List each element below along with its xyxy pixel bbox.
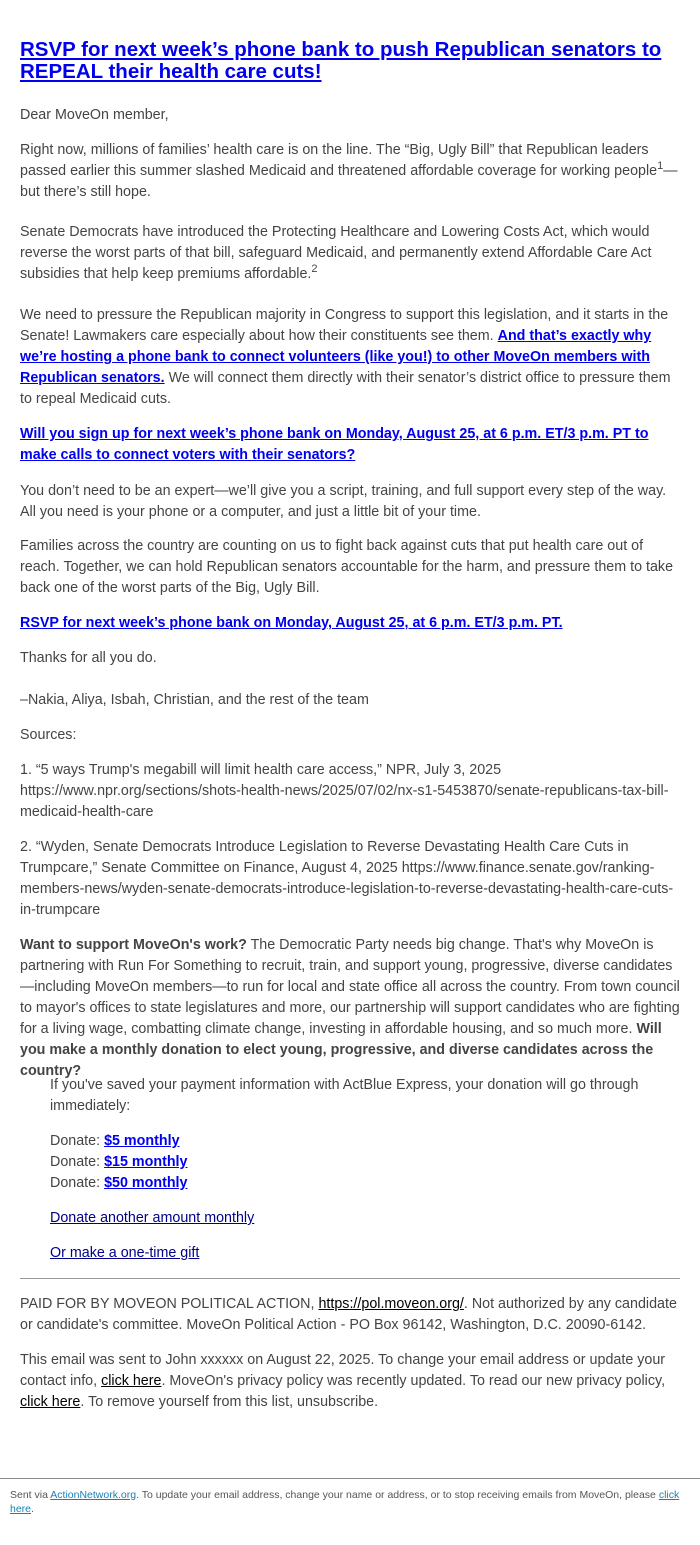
support-lead: Want to support MoveOn's work? — [20, 937, 247, 953]
sent-to-text-middle: . MoveOn's privacy policy was recently updated. To read our new privacy policy, — [161, 1373, 666, 1389]
footer-text-after: . — [31, 1502, 34, 1515]
sent-to-text-after: . To remove yourself from this list, unsubscribe. — [80, 1394, 379, 1410]
paragraph-text: We need to pressure the Republican majority in Congress to support this legislation, and it starts in the Senate! Lawmakers care especially about how their constituents see them. — [20, 307, 669, 344]
greeting: Dear MoveOn member, — [20, 107, 169, 123]
cta-rsvp-paragraph — [20, 613, 680, 634]
paragraph-health-care — [20, 140, 680, 203]
actblue-note: If you've saved your payment information with ActBlue Express, your donation will go through immediately: — [50, 1077, 639, 1114]
sources-label: Sources: — [20, 727, 77, 743]
signup-phone-bank-link[interactable]: Will you sign up for next week’s phone bank on Monday, August 25, at 6 p.m. ET/3 p.m. PT to make calls to connect voters with their senators? — [20, 426, 649, 463]
support-body: The Democratic Party needs big change. That's why MoveOn is partnering with Run For Something to recruit, train, and support young, progressive, diverse candidates—including MoveOn members—to run for local and state office all across the country. From town council to mayor's offices to state legislatures and more, our partnership will support candidates who are fighting for a living wage, combatting climate change, investing in affordable housing, and so much more. — [20, 937, 680, 1037]
donate-15-monthly-link[interactable]: $15 monthly — [104, 1154, 188, 1170]
paragraph-text: Senate Democrats have introduced the Protecting Healthcare and Lowering Costs Act, which would reverse the worst parts of that bill, safeguard Medicaid, and permanently extend Affordable Care Act subsidies that help keep premiums affordable. — [20, 224, 652, 282]
one-time-gift-paragraph — [50, 1243, 680, 1264]
paragraph-text-after: —but there’s still hope. — [20, 163, 678, 200]
actionnetwork-footer — [10, 1489, 690, 1516]
donate-option-5 — [50, 1131, 680, 1152]
donate-label: Donate: — [50, 1175, 101, 1191]
donate-other-paragraph — [50, 1208, 680, 1229]
headline-link[interactable]: RSVP for next week’s phone bank to push Republican senators to REPEAL their health care cuts! — [20, 38, 662, 83]
footer-click-here-link[interactable]: click here — [10, 1489, 680, 1515]
divider — [20, 1278, 680, 1279]
donate-option-50 — [50, 1173, 680, 1194]
privacy-policy-link[interactable]: click here — [20, 1394, 81, 1410]
paragraph-senate-democrats — [20, 222, 680, 285]
actionnetwork-link[interactable]: ActionNetwork.org — [50, 1489, 137, 1501]
signoff-text: –Nakia, Aliya, Isbah, Christian, and the rest of the team — [20, 692, 369, 708]
update-contact-link[interactable]: click here — [101, 1373, 162, 1389]
thanks-text: Thanks for all you do. — [20, 650, 157, 666]
paragraph-no-expert: You don’t need to be an expert—we’ll give you a script, training, and full support every step of the way. All you need is your phone or a computer, and just a little bit of your time. — [20, 483, 667, 520]
footer-divider — [0, 1478, 700, 1479]
paragraph-families: Families across the country are counting on us to fight back against cuts that put health care out of reach. Together, we can hold Republican senators accountable for the harm, and pressure them to take back one of the worst parts of the Big, Ugly Bill. — [20, 538, 674, 596]
donate-label: Donate: — [50, 1154, 101, 1170]
donate-option-15 — [50, 1152, 680, 1173]
footer-text: Sent via — [10, 1489, 51, 1501]
footnote-2: 2 — [311, 263, 318, 275]
source-1: 1. “5 ways Trump's megabill will limit health care access,” NPR, July 3, 2025 https://www.npr.org/sections/shots-health-news/2025/07/02/nx-s1-5453870/senate-republicans-tax-bill-medicaid-health-care — [20, 762, 669, 820]
sent-to-notice — [20, 1350, 680, 1413]
support-paragraph — [20, 935, 680, 1082]
phone-bank-link[interactable]: And that’s exactly why we’re hosting a phone bank to connect volunteers (like you!) to other MoveOn members with Republican senators. — [20, 328, 652, 386]
rsvp-phone-bank-link[interactable]: RSVP for next week’s phone bank on Monday, August 25, at 6 p.m. ET/3 p.m. PT. — [20, 615, 563, 631]
paragraph-pressure — [20, 305, 680, 410]
paragraph-text-after: We will connect them directly with their senator’s district office to pressure them to repeal Medicaid cuts. — [20, 370, 671, 407]
one-time-gift-link[interactable]: Or make a one-time gift — [50, 1245, 200, 1261]
paid-for-text-after: . Not authorized by any candidate or candidate's committee. MoveOn Political Action - PO Box 96142, Washington, D.C. 20090-6142. — [20, 1296, 677, 1333]
footnote-1: 1 — [657, 160, 664, 172]
footer-text-middle: . To update your email address, change your name or address, or to stop receiving emails from MoveOn, please — [136, 1489, 659, 1501]
cta-signup-paragraph — [20, 424, 680, 466]
donate-label: Donate: — [50, 1133, 101, 1149]
email-headline — [20, 39, 680, 83]
sent-to-text: This email was sent to John xxxxxx on August 22, 2025. To change your email address or update your contact info, — [20, 1352, 666, 1389]
support-ask: Will you make a monthly donation to elect young, progressive, and diverse candidates across the country? — [20, 1021, 662, 1079]
pol-moveon-link[interactable]: https://pol.moveon.org/ — [318, 1296, 464, 1312]
paragraph-text: Right now, millions of families’ health care is on the line. The “Big, Ugly Bill” that Republican leaders passed earlier this summer slashed Medicaid and threatened affordable coverage for working people — [20, 142, 658, 179]
paid-for-disclaimer — [20, 1294, 680, 1336]
paid-for-text: PAID FOR BY MOVEON POLITICAL ACTION, — [20, 1296, 319, 1312]
source-2: 2. “Wyden, Senate Democrats Introduce Legislation to Reverse Devastating Health Care Cuts in Trumpcare,” Senate Committee on Finance, August 4, 2025 https://www.finance.senate.gov/ranking-members-news/wyden-senate-democrats-introduce-legislation-to-reverse-devastating-health-care-cuts-in-trumpcare — [20, 839, 674, 918]
donate-5-monthly-link[interactable]: $5 monthly — [104, 1133, 180, 1149]
donate-other-amount-link[interactable]: Donate another amount monthly — [50, 1210, 255, 1226]
donate-50-monthly-link[interactable]: $50 monthly — [104, 1175, 188, 1191]
